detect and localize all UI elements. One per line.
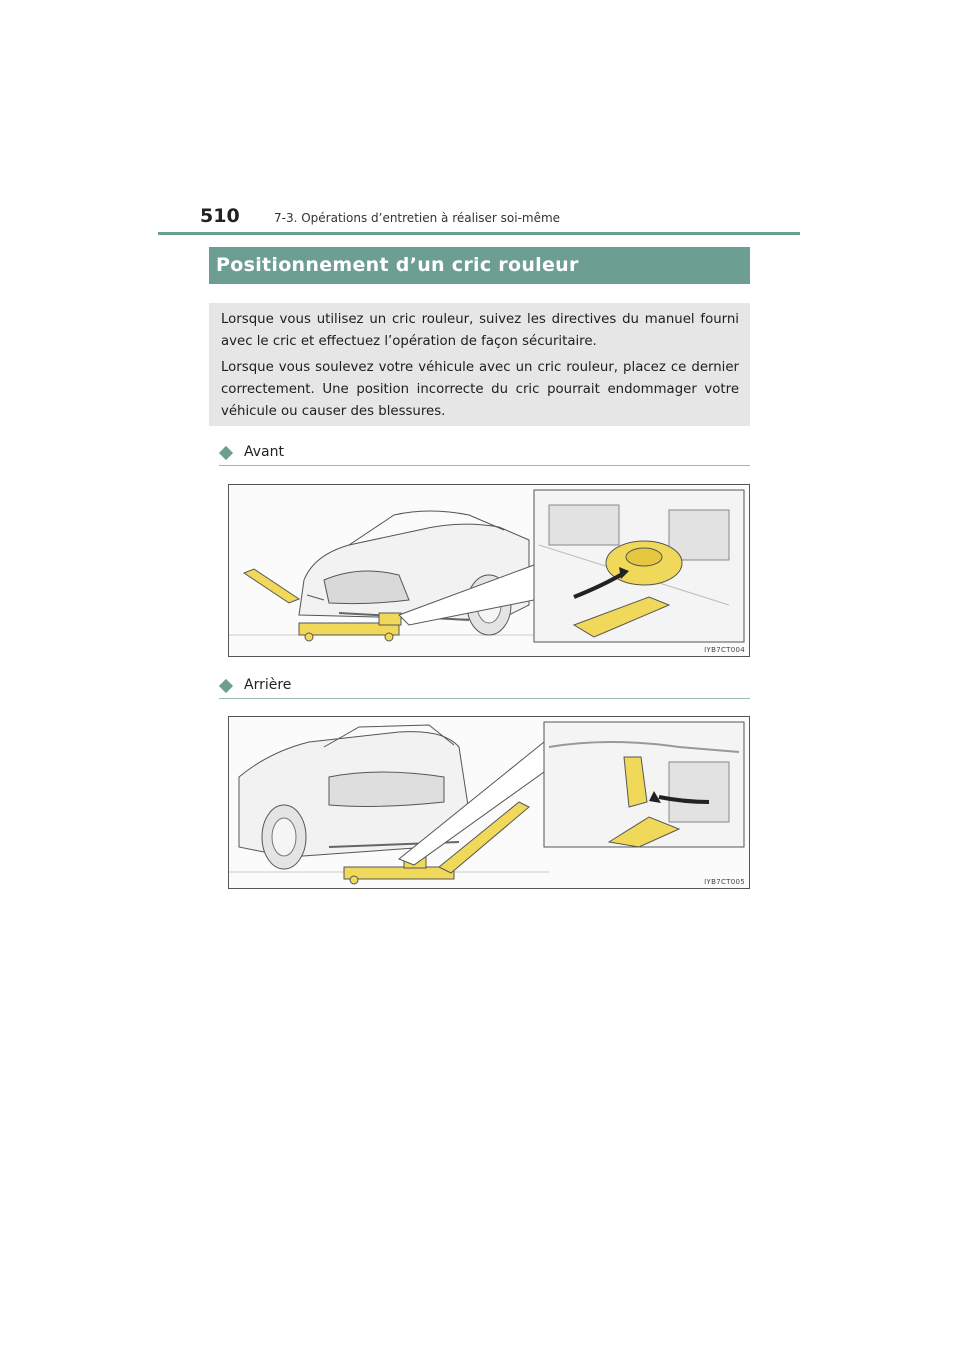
figure-code: IYB7CT004: [704, 646, 745, 654]
rear-jack-figure: [228, 716, 750, 889]
chapter-title: 7-3. Opérations d’entretien à réaliser soi-même: [274, 211, 561, 225]
intro-paragraph: Lorsque vous soulevez votre véhicule avec un cric rouleur, placez ce dernier correctement. Une position incorrecte du cric pourrait endommager votre véhicule ou causer des blessures.: [221, 360, 739, 419]
front-subheading: [219, 445, 750, 466]
front-jack-figure: [228, 484, 750, 657]
rear-heading: Arrière: [244, 677, 292, 693]
header-rule: [158, 232, 800, 235]
page-number: 510: [200, 205, 240, 227]
figure-code: IYB7CT005: [704, 878, 745, 886]
diamond-bullet-icon: [219, 446, 233, 460]
front-heading: Avant: [244, 444, 284, 460]
intro-box: [209, 303, 750, 426]
front-jack-illustration: [229, 485, 749, 656]
rear-jack-illustration: [229, 717, 749, 888]
diamond-bullet-icon: [219, 679, 233, 693]
rear-subheading: [219, 678, 750, 699]
section-title: Positionnement d’un cric rouleur: [209, 247, 750, 284]
intro-paragraph: Lorsque vous utilisez un cric rouleur, suivez les directives du manuel fourni avec le cric et effectuez l’opération de façon sécuritaire.: [221, 312, 739, 349]
page-header: [158, 205, 800, 235]
